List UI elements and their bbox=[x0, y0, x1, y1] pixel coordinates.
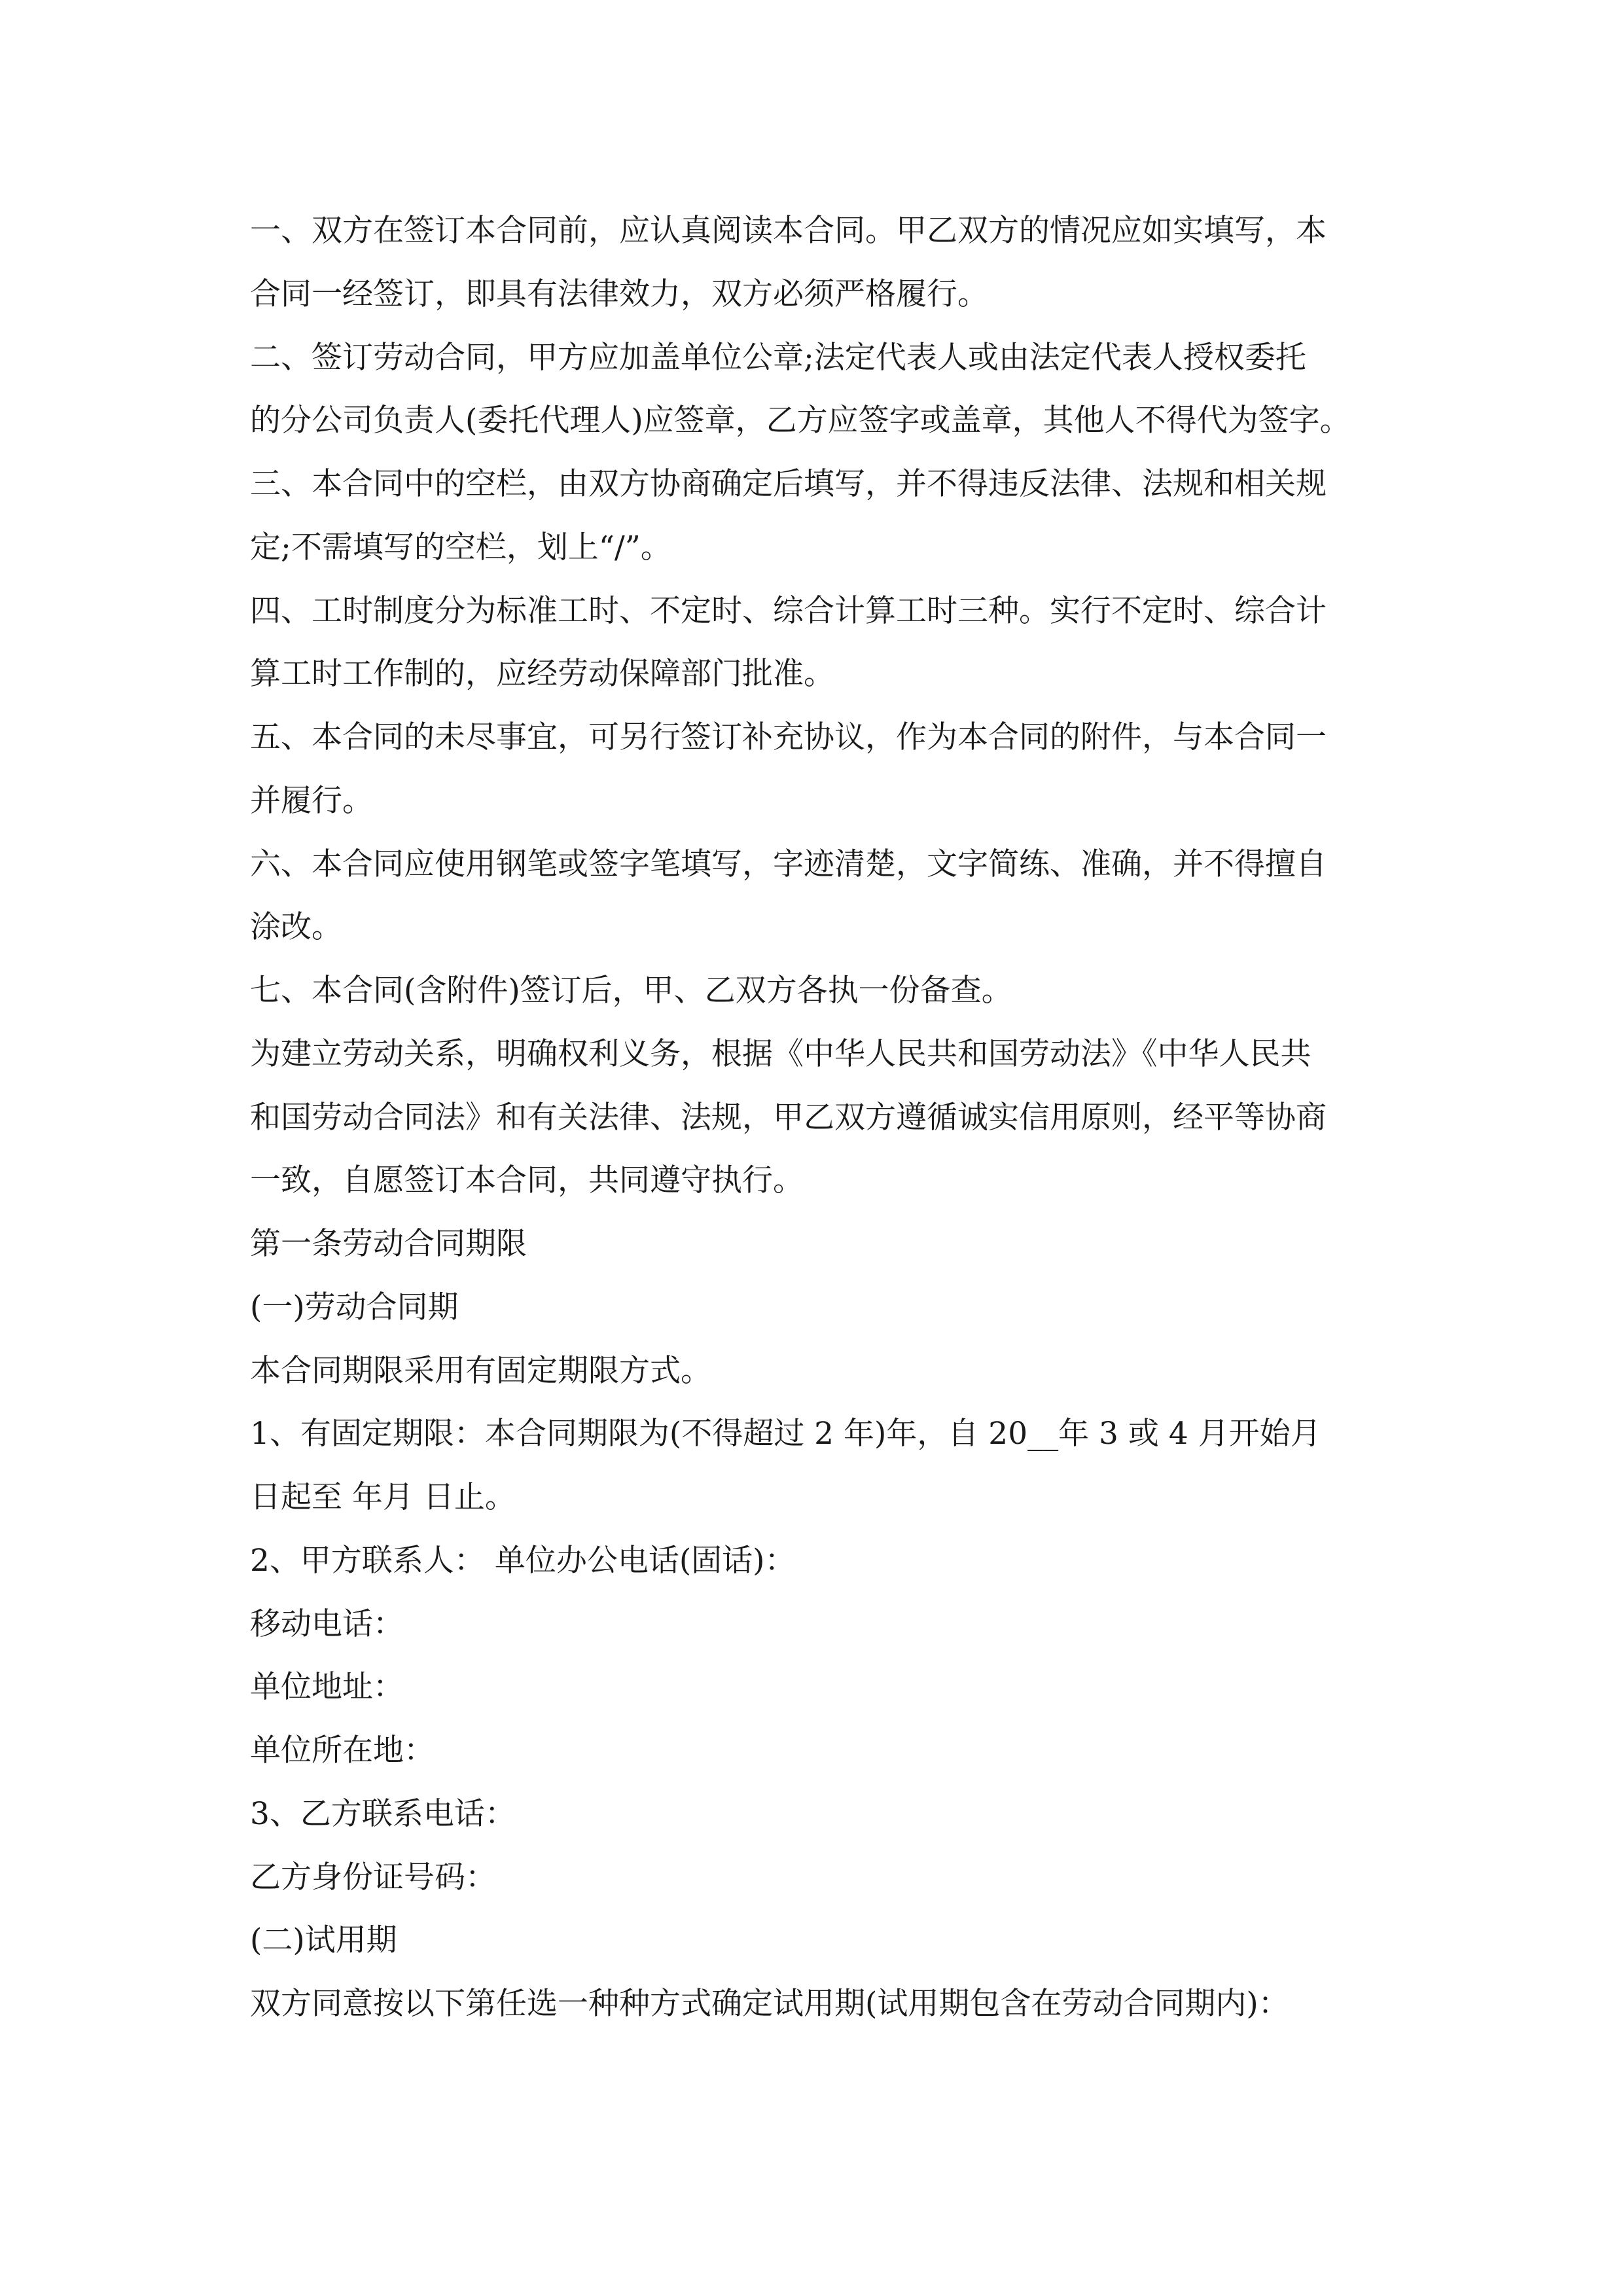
text-line: 双方同意按以下第任选一种种方式确定试用期(试用期包含在劳动合同期内)： bbox=[250, 1986, 1289, 2022]
subsection-heading: (一)劳动合同期 bbox=[250, 1289, 459, 1325]
section-heading: 第一条劳动合同期限 bbox=[250, 1226, 527, 1262]
text-line: 乙方身份证号码： bbox=[250, 1859, 496, 1895]
text-line: 三、本合同中的空栏，由双方协商确定后填写，并不得违反法律、法规和相关规 bbox=[250, 466, 1327, 502]
text-line: 为建立劳动关系，明确权利义务，根据《中华人民共和国劳动法》《中华人民共 bbox=[250, 1036, 1311, 1072]
text-line: 本合同期限采用有固定期限方式。 bbox=[250, 1353, 711, 1389]
text-line: 一、双方在签订本合同前，应认真阅读本合同。甲乙双方的情况应如实填写，本 bbox=[250, 213, 1327, 249]
text-line: 并履行。 bbox=[250, 783, 373, 819]
text-line: 单位所在地： bbox=[250, 1732, 435, 1768]
text-line: 2、甲方联系人： 单位办公电话(固话)： bbox=[250, 1543, 796, 1579]
text-line: 四、工时制度分为标准工时、不定时、综合计算工时三种。实行不定时、综合计 bbox=[250, 593, 1327, 629]
subsection-heading: (二)试用期 bbox=[250, 1922, 397, 1958]
text-line: 3、乙方联系电话： bbox=[250, 1796, 516, 1832]
text-line: 涂改。 bbox=[250, 909, 342, 945]
text-line: 二、签订劳动合同，甲方应加盖单位公章;法定代表人或由法定代表人授权委托 bbox=[250, 340, 1306, 376]
text-line: 的分公司负责人(委托代理人)应签章，乙方应签字或盖章，其他人不得代为签字。 bbox=[250, 403, 1351, 439]
text-line: 移动电话： bbox=[250, 1606, 404, 1642]
text-line: 六、本合同应使用钢笔或签字笔填写，字迹清楚，文字简练、准确，并不得擅自 bbox=[250, 846, 1327, 882]
text-line: 七、本合同(含附件)签订后，甲、乙双方各执一份备查。 bbox=[250, 973, 1012, 1009]
text-line: 定;不需填写的空栏，划上“/”。 bbox=[250, 529, 671, 565]
text-line: 合同一经签订，即具有法律效力，双方必须严格履行。 bbox=[250, 276, 988, 312]
text-line: 和国劳动合同法》和有关法律、法规，甲乙双方遵循诚实信用原则，经平等协商 bbox=[250, 1100, 1327, 1136]
text-line: 1、有固定期限：本合同期限为(不得超过 2 年)年，自 20__年 3 或 4 月开始月 bbox=[250, 1416, 1321, 1452]
text-line: 算工时工作制的，应经劳动保障部门批准。 bbox=[250, 656, 834, 692]
text-line: 五、本合同的未尽事宜，可另行签订补充协议，作为本合同的附件，与本合同一 bbox=[250, 719, 1327, 755]
text-line: 单位地址： bbox=[250, 1669, 404, 1705]
text-line: 一致，自愿签订本合同，共同遵守执行。 bbox=[250, 1162, 804, 1198]
text-line: 日起至 年月 日止。 bbox=[250, 1479, 516, 1515]
